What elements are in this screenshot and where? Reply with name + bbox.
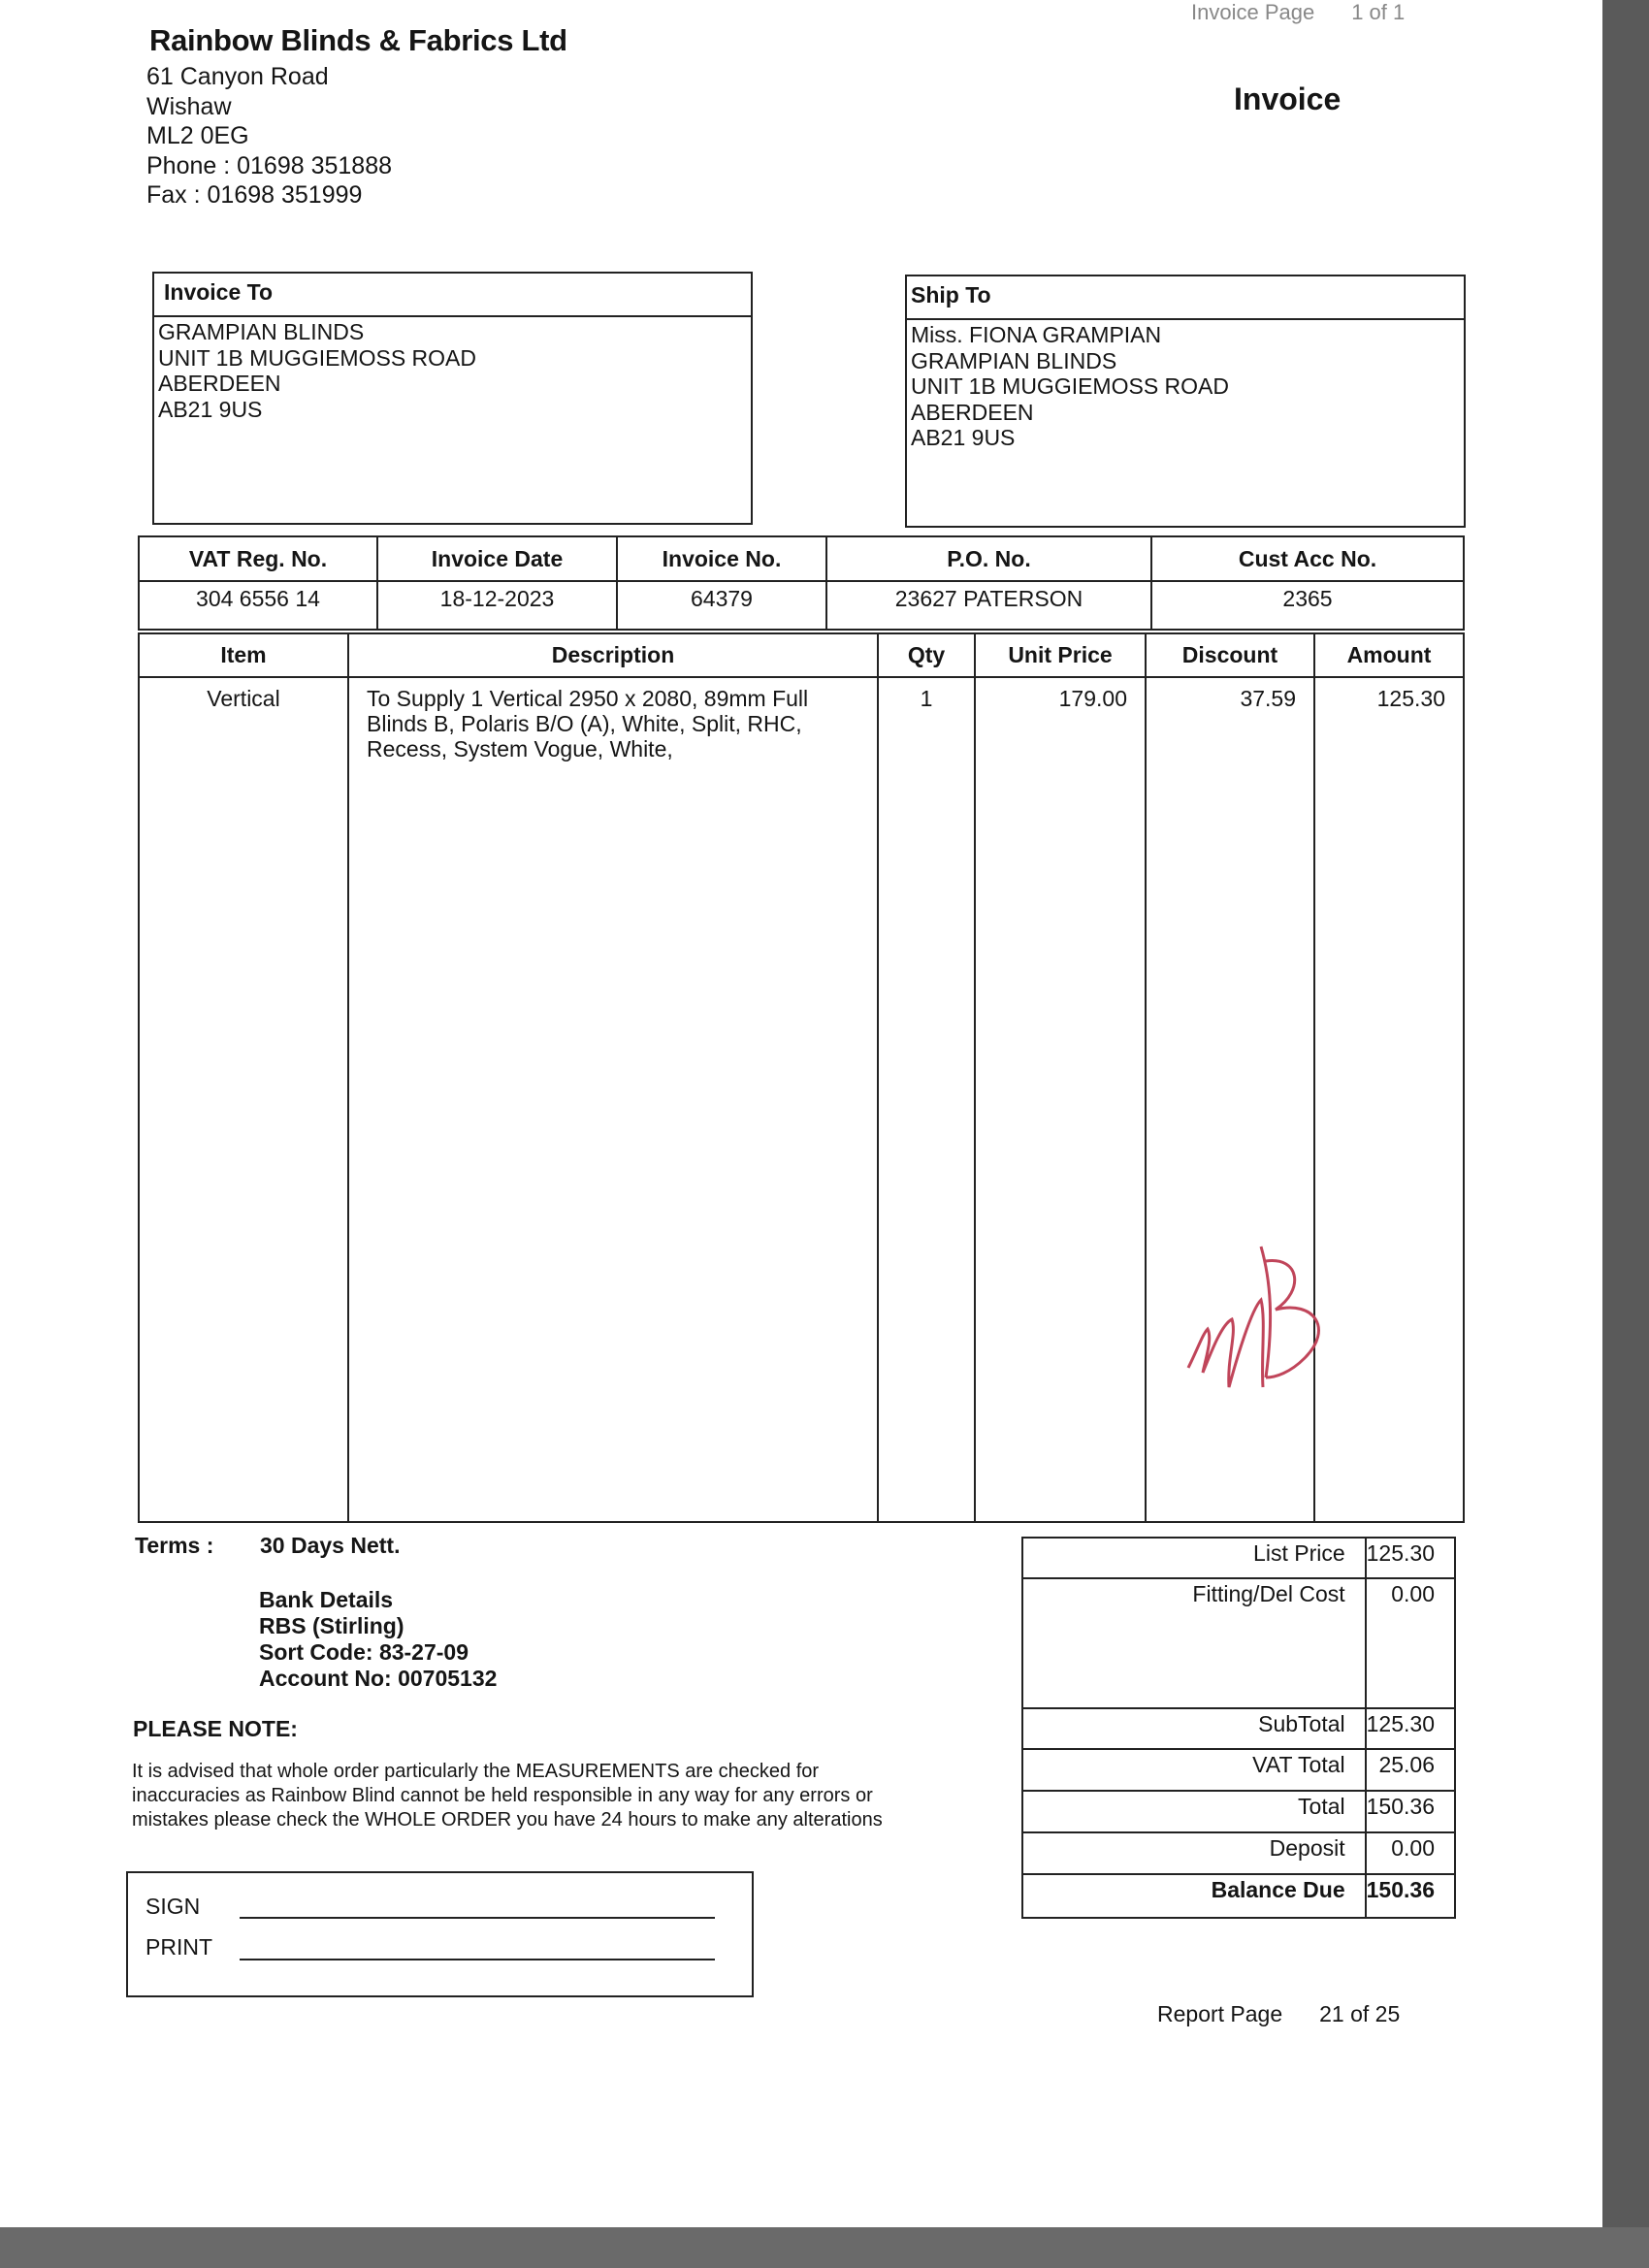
sign-print-box — [126, 1871, 754, 1997]
header-amount: Amount — [1314, 633, 1464, 677]
invoice-to-heading: Invoice To — [154, 274, 751, 317]
po-no-value: 23627 PATERSON — [826, 581, 1151, 630]
deposit-label: Deposit — [1022, 1832, 1366, 1874]
cust-acc-value: 2365 — [1151, 581, 1464, 630]
invoice-to-line: UNIT 1B MUGGIEMOSS ROAD — [158, 344, 477, 371]
invoice-info-table — [138, 535, 1465, 631]
header-qty: Qty — [878, 633, 975, 677]
header-discount: Discount — [1146, 633, 1314, 677]
header-vat-reg: VAT Reg. No. — [139, 536, 377, 581]
header-unit-price: Unit Price — [975, 633, 1146, 677]
total-value: 150.36 — [1366, 1791, 1455, 1832]
ship-to-heading: Ship To — [907, 276, 1464, 320]
subtotal-value: 125.30 — [1366, 1708, 1455, 1749]
invoice-to-line: ABERDEEN — [158, 371, 281, 396]
sort-code: Sort Code: 83-27-09 — [259, 1639, 469, 1665]
please-note-heading: PLEASE NOTE: — [133, 1716, 298, 1741]
bank-name: RBS (Stirling) — [259, 1613, 404, 1638]
address-line: 61 Canyon Road — [146, 63, 329, 90]
balance-due-value: 150.36 — [1366, 1874, 1455, 1918]
invoice-date-value: 18-12-2023 — [377, 581, 617, 630]
total-label: Total — [1022, 1791, 1366, 1832]
page-indicator-label: Invoice Page — [1191, 0, 1315, 24]
ship-to-box — [905, 275, 1466, 528]
phone: Phone : 01698 351888 — [146, 151, 393, 179]
fitting-cost-label: Fitting/Del Cost — [1022, 1578, 1366, 1708]
note-line: It is advised that whole order particularly the MEASUREMENTS are checked for — [132, 1761, 820, 1782]
note-line: inaccuracies as Rainbow Blind cannot be held responsible in any way for any errors or — [132, 1785, 873, 1806]
discount-cell: 37.59 — [1146, 677, 1314, 1522]
totals-table — [1021, 1537, 1456, 1919]
ship-to-line: Miss. FIONA GRAMPIAN — [911, 322, 1162, 347]
deposit-value: 0.00 — [1366, 1832, 1455, 1874]
invoice-to-line: AB21 9US — [158, 396, 263, 422]
invoice-no-value: 64379 — [617, 581, 826, 630]
header-po-no: P.O. No. — [826, 536, 1151, 581]
please-note-text — [132, 1760, 986, 1832]
print-label: PRINT — [146, 1934, 212, 1960]
address-line: Wishaw — [146, 92, 232, 120]
address-line: ML2 0EG — [146, 122, 249, 149]
list-price-label: List Price — [1022, 1538, 1366, 1578]
qty-cell: 1 — [878, 677, 975, 1522]
vat-total-label: VAT Total — [1022, 1749, 1366, 1791]
ship-to-line: ABERDEEN — [911, 399, 1034, 425]
ship-to-line: UNIT 1B MUGGIEMOSS ROAD — [911, 373, 1230, 399]
company-name: Rainbow Blinds & Fabrics Ltd — [149, 23, 567, 57]
sign-line — [240, 1917, 715, 1919]
bank-details-heading: Bank Details — [259, 1587, 394, 1612]
header-cust-acc: Cust Acc No. — [1151, 536, 1464, 581]
document-title: Invoice — [1234, 81, 1342, 116]
unit-price-cell: 179.00 — [975, 677, 1146, 1522]
scan-edge-bottom — [0, 2227, 1649, 2268]
header-invoice-date: Invoice Date — [377, 536, 617, 581]
vat-reg-value: 304 6556 14 — [139, 581, 377, 630]
note-line: mistakes please check the WHOLE ORDER you have 24 hours to make any alterations — [132, 1809, 883, 1831]
terms-value: 30 Days Nett. — [260, 1533, 401, 1558]
subtotal-label: SubTotal — [1022, 1708, 1366, 1749]
ship-to-line: AB21 9US — [911, 425, 1016, 450]
sign-label: SIGN — [146, 1894, 201, 1919]
scan-edge-right — [1602, 0, 1649, 2268]
report-page-value: 21 of 25 — [1319, 2001, 1401, 2026]
print-line — [240, 1959, 715, 1960]
terms-label: Terms : — [135, 1533, 214, 1558]
ship-to-line: GRAMPIAN BLINDS — [911, 347, 1117, 373]
company-address — [146, 62, 392, 211]
fax: Fax : 01698 351999 — [146, 181, 363, 209]
description-cell: To Supply 1 Vertical 2950 x 2080, 89mm Full Blinds B, Polaris B/O (A), White, Split, RHC, Recess, System Vogue, White, — [348, 677, 878, 1522]
page-indicator-value: 1 of 1 — [1351, 0, 1406, 24]
list-price-value: 125.30 — [1366, 1538, 1455, 1578]
account-number: Account No: 00705132 — [259, 1666, 498, 1691]
header-description: Description — [348, 633, 878, 677]
item-cell: Vertical — [139, 677, 348, 1522]
bank-details — [259, 1587, 497, 1692]
invoice-page-indicator — [1191, 0, 1441, 25]
header-item: Item — [139, 633, 348, 677]
report-page — [1157, 2001, 1400, 2027]
amount-cell: 125.30 — [1314, 677, 1464, 1522]
report-page-label: Report Page — [1157, 2001, 1283, 2026]
balance-due-label: Balance Due — [1022, 1874, 1366, 1918]
fitting-cost-value: 0.00 — [1366, 1578, 1455, 1708]
vat-total-value: 25.06 — [1366, 1749, 1455, 1791]
invoice-to-line: GRAMPIAN BLINDS — [158, 319, 365, 344]
handwritten-initials-signature — [1169, 1242, 1373, 1421]
invoice-to-box — [152, 272, 753, 525]
header-invoice-no: Invoice No. — [617, 536, 826, 581]
